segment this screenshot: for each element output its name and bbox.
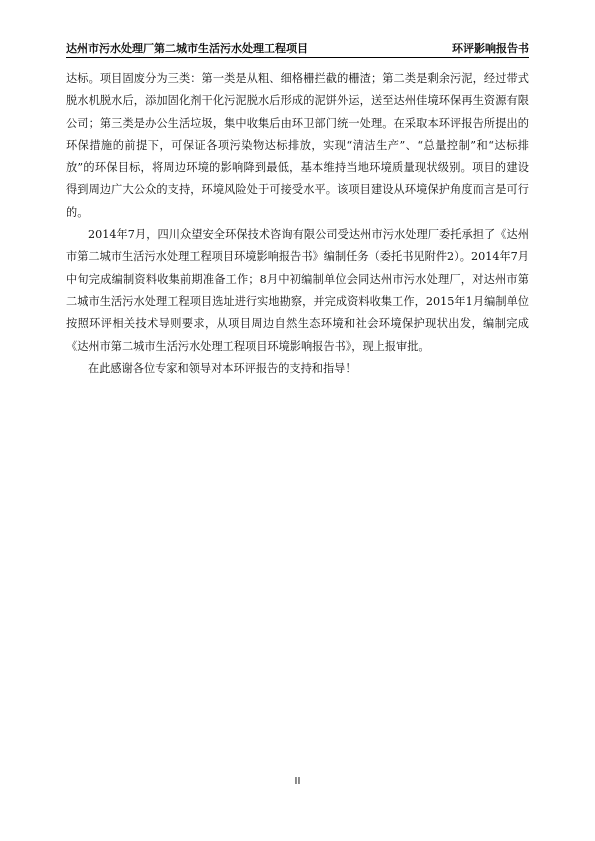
header-project-title: 达州市污水处理厂第二城市生活污水处理工程项目 xyxy=(66,42,308,55)
document-body xyxy=(66,68,529,380)
page-number: II xyxy=(294,776,301,787)
paragraph-thanks: 在此感谢各位专家和领导对本环评报告的支持和指导！ xyxy=(88,361,357,375)
page-header xyxy=(66,36,529,56)
paragraph-conclusion: 达标。项目固废分为三类：第一类是从粗、细格栅拦截的栅渣；第二类是剩余污泥，经过带式脱水机脱水后，添加固化剂干化污泥脱水后形成的泥饼外运，送至达州佳境环保再生资源有限公司；第三类是办公生活垃圾，集中收集后由环卫部门统一处理。在采取本环评报告所提出的环保措施的前提下，可保证各项污染物达标排放，实现“清洁生产”、“总量控制”和“达标排放”的环保目标，将周边环境的影响降到最低，基本维持当地环境质量现状级别。项目的建设得到周边广大公众的支持，环境风险处于可接受水平。该项目建设从环境保护角度而言是可行的。 xyxy=(66,72,529,219)
header-document-type: 环评影响报告书 xyxy=(452,42,529,55)
header-divider xyxy=(66,57,529,58)
paragraph-history: 2014年7月，四川众望安全环保技术咨询有限公司受达州市污水处理厂委托承担了《达州市第二城市生活污水处理工程项目环境影响报告书》编制任务（委托书见附件2）。2014年7月中旬完成编制资料收集前期准备工作；8月中初编制单位会同达州市污水处理厂，对达州市第二城市生活污水处理工程项目选址进行实地勘察，并完成资料收集工作，2015年1月编制单位按照环评相关技术导则要求，从项目周边自然生态环境和社会环境保护现状出发，编制完成《达州市第二城市生活污水处理工程项目环境影响报告书》，现上报审批。 xyxy=(66,228,529,353)
